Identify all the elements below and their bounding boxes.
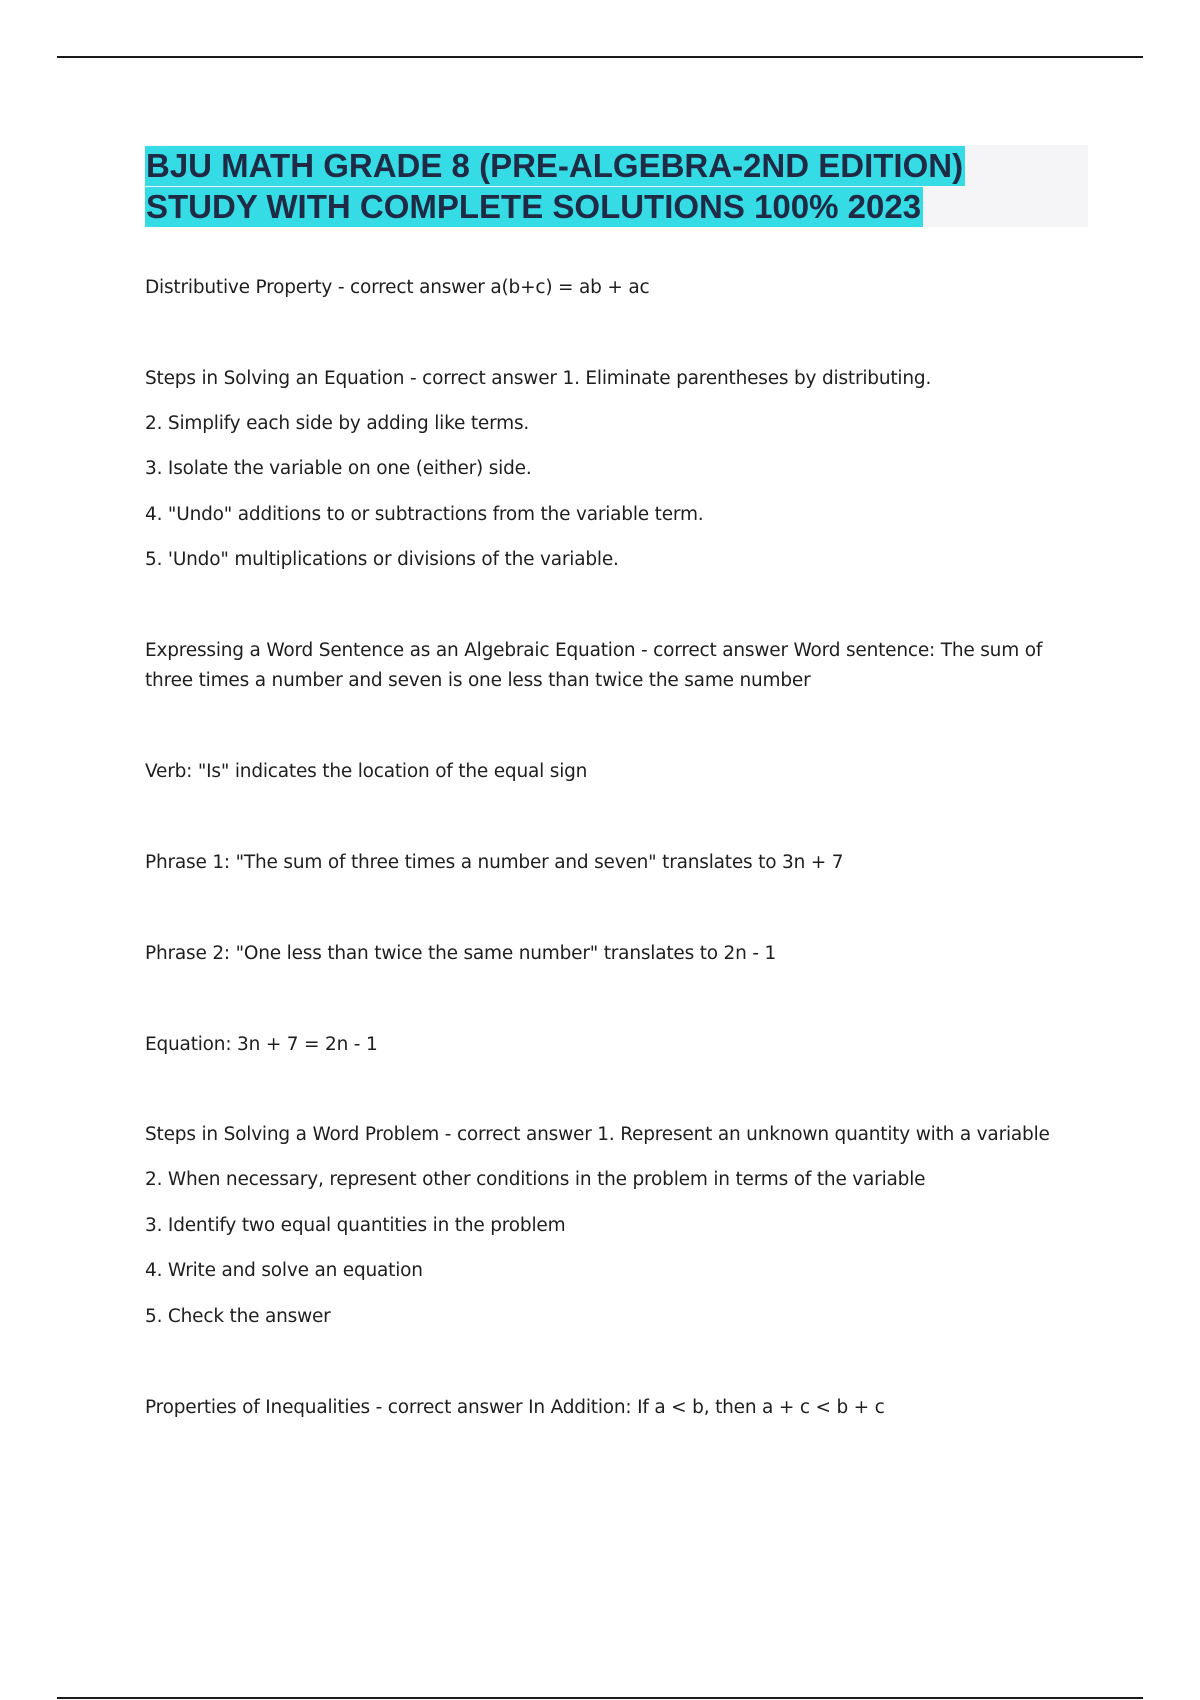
paragraph-phrase-1: Phrase 1: "The sum of three times a number and seven" translates to 3n + 7: [145, 852, 844, 873]
list-item: 3. Identify two equal quantities in the problem: [145, 1215, 566, 1236]
paragraph-steps-word-problem: Steps in Solving a Word Problem - correct answer 1. Represent an unknown quantity with a variable: [145, 1124, 1050, 1145]
list-item: 2. When necessary, represent other conditions in the problem in terms of the variable: [145, 1169, 926, 1190]
list-item: 5. Check the answer: [145, 1306, 331, 1327]
document-title-line-1: BJU MATH GRADE 8 (PRE-ALGEBRA-2ND EDITION): [146, 147, 964, 184]
paragraph-verb: Verb: "Is" indicates the location of the equal sign: [145, 761, 588, 782]
header-rule: [57, 56, 1143, 58]
document-title-line-2: STUDY WITH COMPLETE SOLUTIONS 100% 2023: [146, 188, 922, 225]
list-item: 5. 'Undo" multiplications or divisions of the variable.: [145, 549, 619, 570]
paragraph-distributive-property: Distributive Property - correct answer a(b+c) = ab + ac: [145, 277, 650, 298]
list-item: 4. Write and solve an equation: [145, 1260, 423, 1281]
list-item: 3. Isolate the variable on one (either) side.: [145, 458, 532, 479]
paragraph-equation: Equation: 3n + 7 = 2n - 1: [145, 1034, 378, 1055]
paragraph-inequalities: Properties of Inequalities - correct answer In Addition: If a < b, then a + c < b + c: [145, 1397, 885, 1418]
footer-rule: [57, 1697, 1143, 1699]
paragraph-steps-equation: Steps in Solving an Equation - correct answer 1. Eliminate parentheses by distributing.: [145, 368, 932, 389]
list-item: 4. "Undo" additions to or subtractions from the variable term.: [145, 504, 704, 525]
paragraph-phrase-2: Phrase 2: "One less than twice the same number" translates to 2n - 1: [145, 943, 777, 964]
paragraph-word-sentence: Expressing a Word Sentence as an Algebraic Equation - correct answer Word sentence: The sum of three times a number and seven is one less than twice the same number: [145, 640, 1043, 691]
list-item: 2. Simplify each side by adding like terms.: [145, 413, 530, 434]
